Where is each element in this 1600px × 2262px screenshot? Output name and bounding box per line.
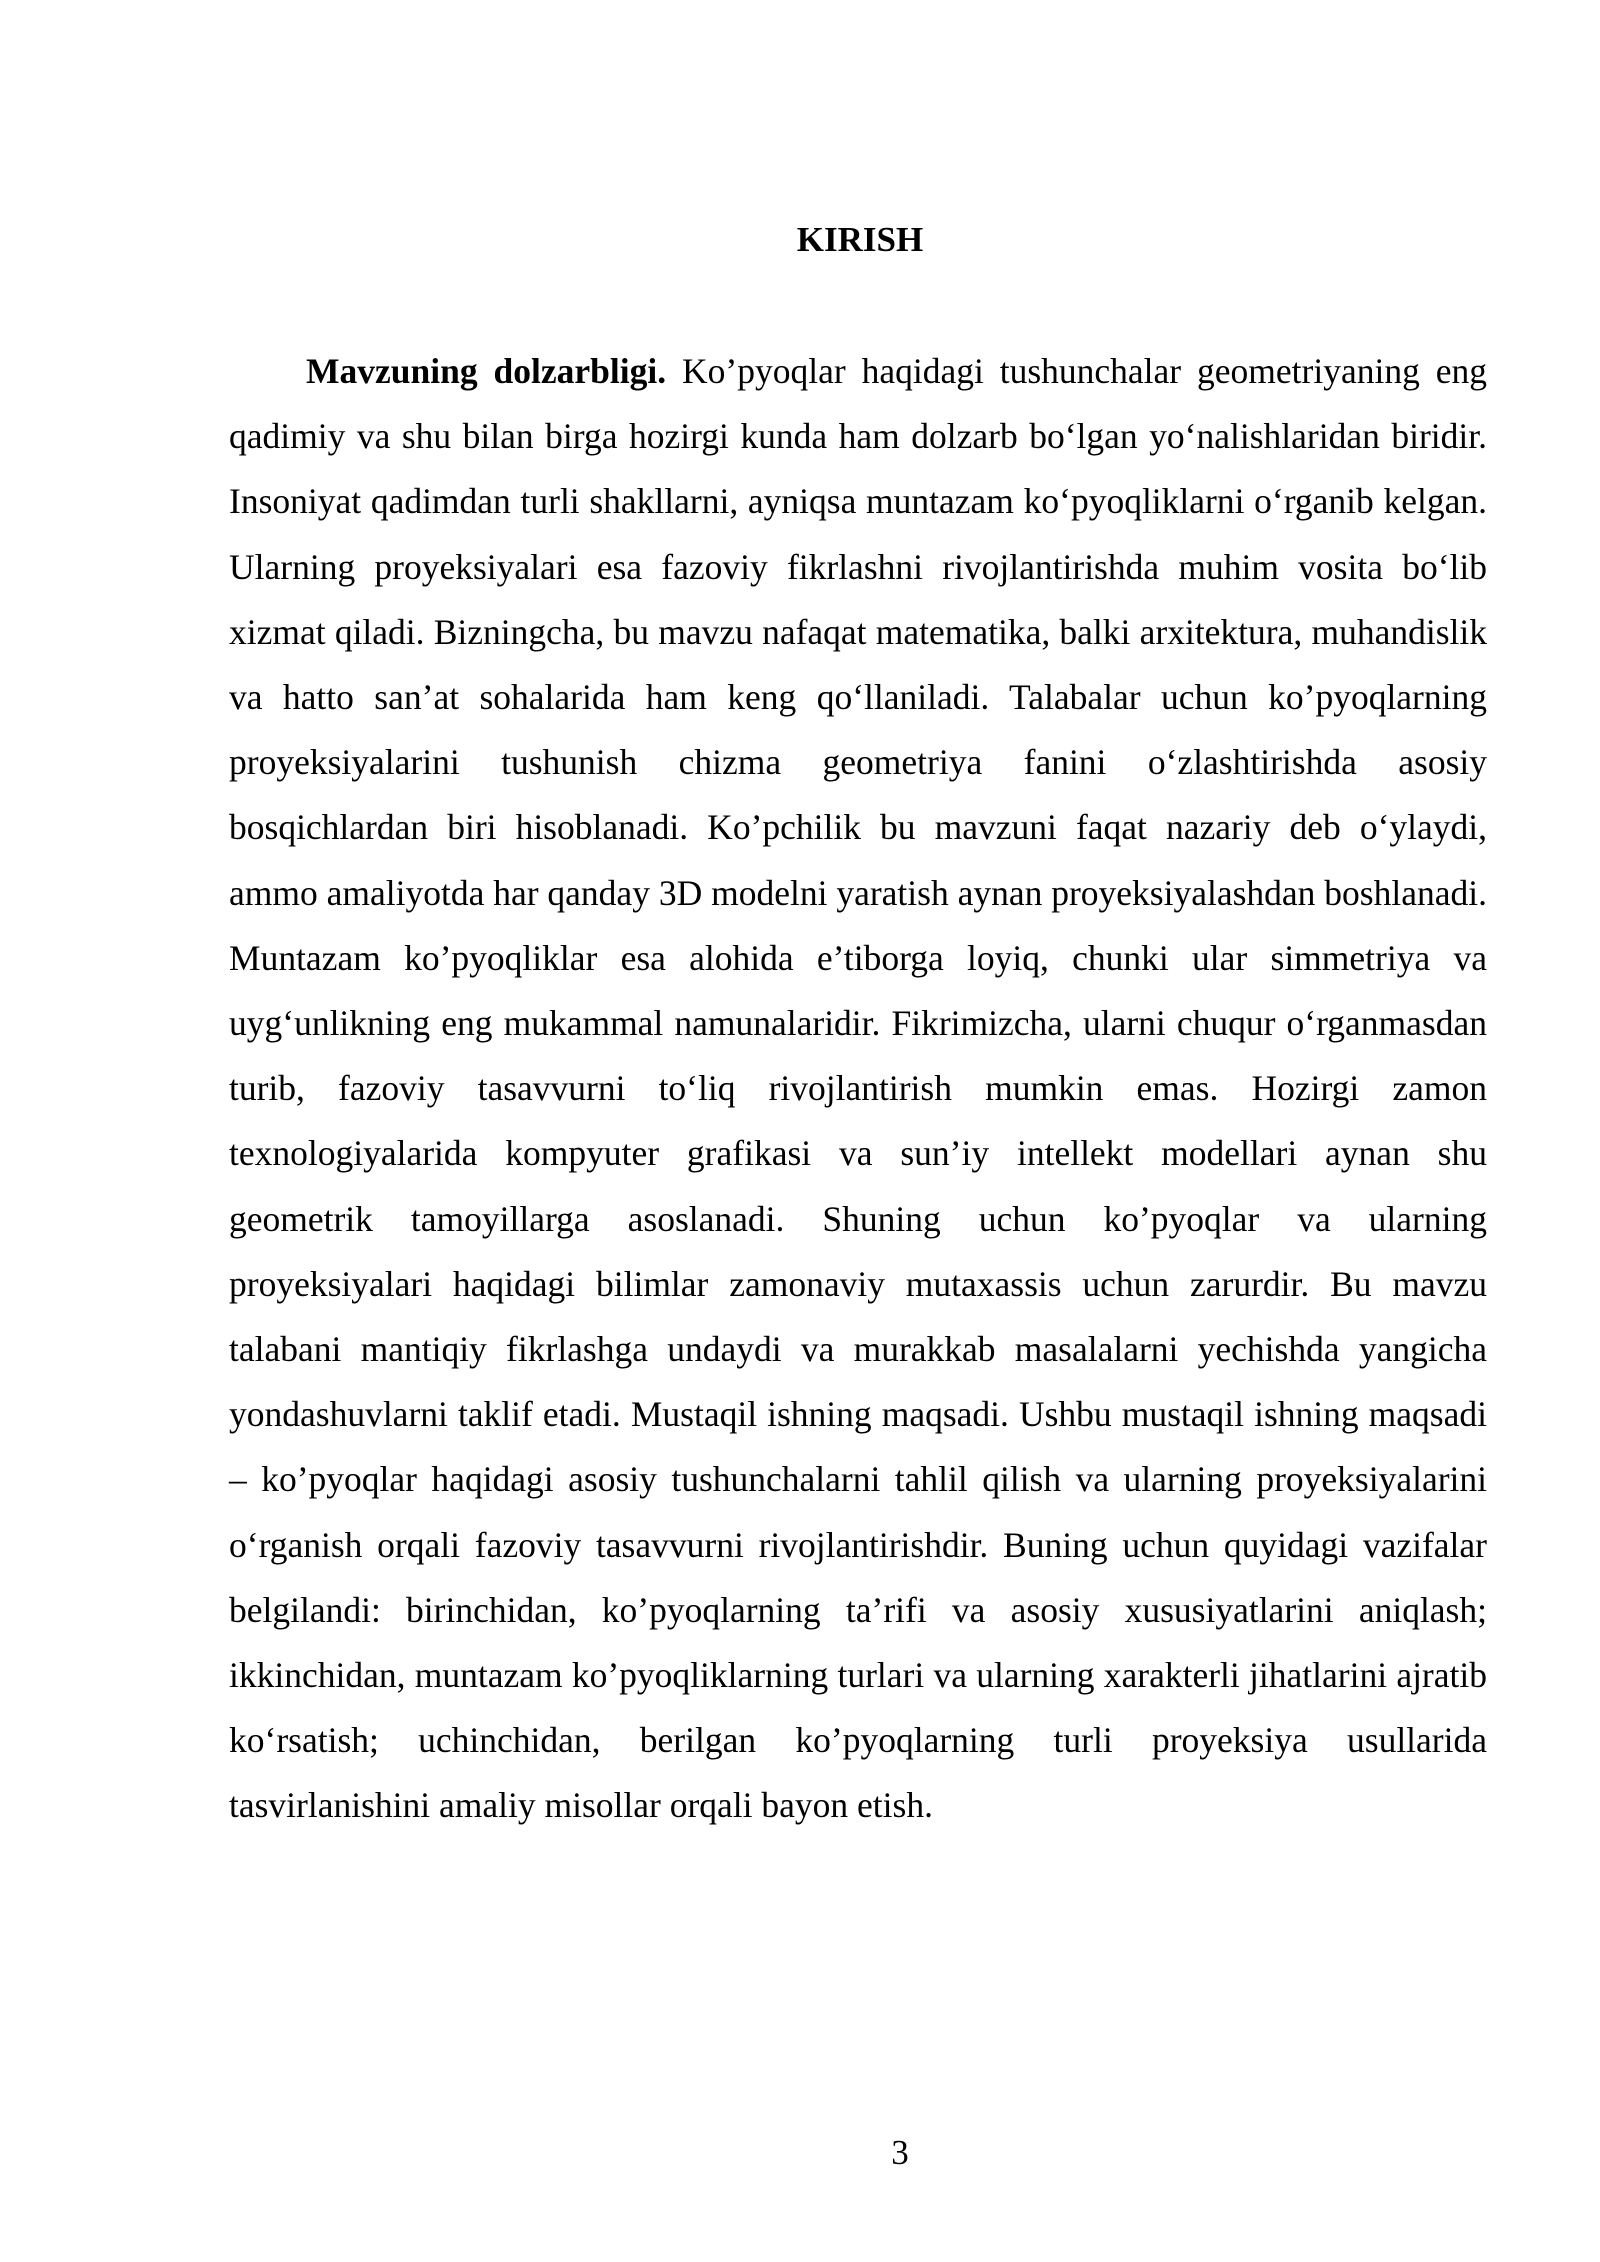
- page-number: 3: [891, 2133, 909, 2172]
- page-title: KIRISH: [796, 220, 924, 259]
- paragraph-text: Ko’pyoqlar haqidagi tushunchalar geometriyaning eng qadimiy va shu bilan birga hozirgi kunda ham dolzarb bo‘lgan yo‘nalishlaridan biridir. Insoniyat qadimdan turli shakllarni, ayniqsa muntazam ko‘pyoqliklarni o‘rganib kelgan. Ularning proyeksiyalari esa fazoviy fikrlashni rivojlantirishda muhim vosita bo‘lib xizmat qiladi. Bizningcha, bu mavzu nafaqat matematika, balki arxitektura, muhandislik va hatto san’at sohalarida ham keng qo‘llaniladi. Talabalar uchun ko’pyoqlarning proyeksiyalarini tushunish chizma geometriya fanini o‘zlashtirishda asosiy bosqichlardan biri hisoblanadi. Ko’pchilik bu mavzuni faqat nazariy deb o‘ylaydi, ammo amaliyotda har qanday 3D modelni yaratish aynan proyeksiyalashdan boshlanadi. Muntazam ko’pyoqliklar esa alohida e’tiborga loyiq, chunki ular simmetriya va uyg‘unlikning eng mukammal namunalaridir. Fikrimizcha, ularni chuqur o‘rganmasdan turib, fazoviy tasavvurni to‘liq rivojlantirish mumkin emas. Hozirgi zamon texnologiyalarida kompyuter grafikasi va sun’iy intellekt modellari aynan shu geometrik tamoyillarga asoslanadi. Shuning uchun ko’pyoqlar va ularning proyeksiyalari haqidagi bilimlar zamonaviy mutaxassis uchun zarurdir. Bu mavzu talabani mantiqiy fikrlashga undaydi va murakkab masalalarni yechishda yangicha yondashuvlarni taklif etadi. Mustaqil ishning maqsadi. Ushbu mustaqil ishning maqsadi – ko’pyoqlar haqidagi asosiy tushunchalarni tahlil qilish va ularning proyeksiyalarini o‘rganish orqali fazoviy tasavvurni rivojlantirishdir. Buning uchun quyidagi vazifalar belgilandi: birinchidan, ko’pyoqlarning ta’rifi va asosiy xususiyatlarini aniqlash; ikkinchidan, muntazam ko’pyoqliklarning turlari va ularning xarakterli jihatlarini ajratib ko‘rsatish; uchinchidan, berilgan ko’pyoqlarning turli proyeksiya usullarida tasvirlanishini amaliy misollar orqali bayon etish.: [229, 351, 1488, 1826]
- body-paragraph: [229, 339, 1487, 1839]
- paragraph-lead: Mavzuning dolzarbligi.: [306, 351, 667, 391]
